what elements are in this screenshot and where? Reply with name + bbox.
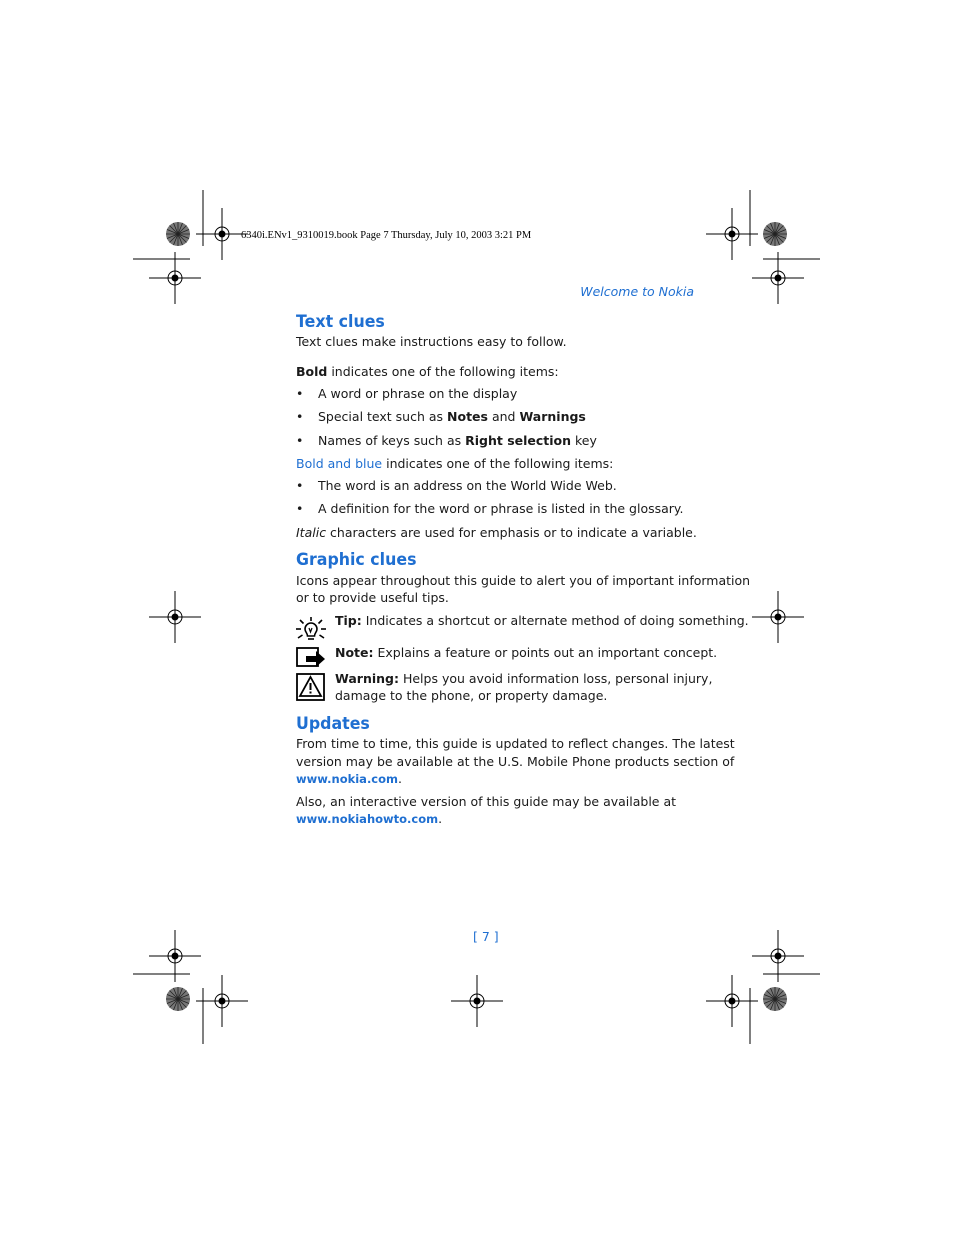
- list-item: •: [296, 433, 304, 448]
- note-text: Note: Explains a feature or points out an important concept.: [335, 645, 718, 660]
- lightbulb-icon: [296, 616, 326, 642]
- italic-term: Italic: [296, 525, 327, 540]
- updates-p1-line-3: www.nokia.com.: [296, 771, 402, 786]
- bold-item-1: A word or phrase on the display: [318, 386, 518, 401]
- blue-intro: Bold and blue indicates one of the following items:: [296, 456, 614, 471]
- list-item: •: [296, 386, 304, 401]
- updates-p1-line-2: version may be available at the U.S. Mobile Phone products section of: [296, 754, 735, 769]
- updates-p1-line-1: From time to time, this guide is updated to reflect changes. The latest: [296, 736, 735, 751]
- heading-updates: Updates: [296, 714, 370, 734]
- blue-item-1: The word is an address on the World Wide Web.: [318, 478, 617, 493]
- bold-item-2: Special text such as Notes and Warnings: [318, 409, 586, 424]
- warning-text-line-1: Warning: Helps you avoid information loss, personal injury,: [335, 671, 713, 686]
- text-clues-intro: Text clues make instructions easy to follow.: [296, 334, 567, 349]
- tip-text: Tip: Indicates a shortcut or alternate method of doing something.: [335, 613, 749, 628]
- bold-intro: Bold indicates one of the following items:: [296, 364, 559, 379]
- updates-p2-line-1: Also, an interactive version of this guide may be available at: [296, 794, 677, 809]
- blue-item-2: A definition for the word or phrase is listed in the glossary.: [318, 501, 684, 516]
- updates-p2-line-2: www.nokiahowto.com.: [296, 811, 443, 826]
- nokia-link[interactable]: www.nokia.com: [296, 772, 399, 786]
- warning-text-line-2: damage to the phone, or property damage.: [335, 688, 608, 703]
- graphic-intro-line-1: Icons appear throughout this guide to alert you of important information: [296, 573, 751, 588]
- print-slug: 6340i.ENv1_9310019.book Page 7 Thursday, July 10, 2003 3:21 PM: [241, 230, 532, 241]
- heading-graphic-clues: Graphic clues: [296, 550, 417, 570]
- list-item: •: [296, 501, 304, 516]
- running-head: Welcome to Nokia: [580, 284, 694, 299]
- italic-line: Italic characters are used for emphasis or to indicate a variable.: [296, 525, 697, 540]
- bold-item-3: Names of keys such as Right selection key: [318, 433, 597, 448]
- list-item: •: [296, 409, 304, 424]
- page-number: [ 7 ]: [473, 929, 499, 944]
- bold-blue-term: Bold and blue: [296, 456, 383, 471]
- warning-icon: [296, 673, 326, 701]
- note-icon: [296, 647, 326, 669]
- list-item: •: [296, 478, 304, 493]
- heading-text-clues: Text clues: [296, 312, 385, 332]
- nokiahowto-link[interactable]: www.nokiahowto.com: [296, 812, 439, 826]
- bold-term: Bold: [296, 364, 328, 379]
- graphic-intro-line-2: or to provide useful tips.: [296, 590, 449, 605]
